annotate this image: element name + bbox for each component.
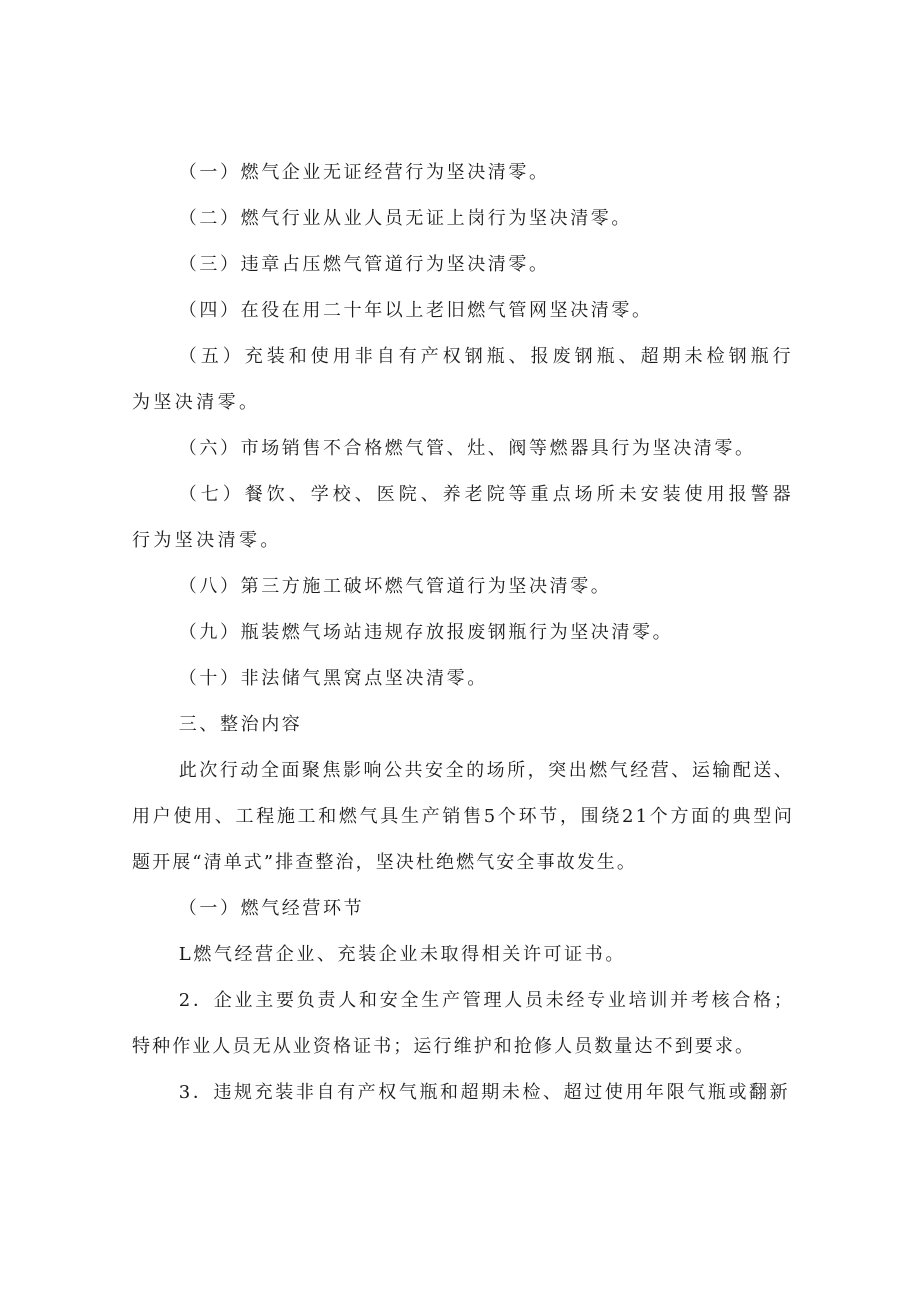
list-item-3: 3．违规充装非自有产权气瓶和超期未检、超过使用年限气瓶或翻新 [178, 1082, 791, 1103]
section-heading: 三、整治内容 [178, 714, 303, 735]
list-item-1: L燃气经营企业、充装企业未取得相关许可证书。 [178, 944, 626, 965]
paragraph-item-7: （七）餐饮、学校、医院、养老院等重点场所未安装使用报警器行为坚决清零。 [132, 484, 794, 551]
paragraph-item-10: （十）非法储气黑窝点坚决清零。 [178, 668, 488, 689]
paragraph-item-4: （四）在役在用二十年以上老旧燃气管网坚决清零。 [178, 300, 653, 321]
list-item-2: 2．企业主要负责人和安全生产管理人员未经专业培训并考核合格；特种作业人员无从业资格证书；运行维护和抢修人员数量达不到要求。 [132, 990, 794, 1057]
paragraph-item-9: （九）瓶装燃气场站违规存放报废钢瓶行为坚决清零。 [178, 622, 674, 643]
paragraph-item-3: （三）违章占压燃气管道行为坚决清零。 [178, 254, 550, 275]
paragraph-item-2: （二）燃气行业从业人员无证上岗行为坚决清零。 [178, 208, 632, 229]
paragraph-item-5: （五）充装和使用非自有产权钢瓶、报废钢瓶、超期未检钢瓶行为坚决清零。 [132, 346, 794, 413]
subsection-heading: （一）燃气经营环节 [178, 898, 365, 919]
document-body [132, 150, 794, 1116]
paragraph-item-6: （六）市场销售不合格燃气管、灶、阀等燃器具行为坚决清零。 [178, 438, 756, 459]
paragraph-item-1: （一）燃气企业无证经营行为坚决清零。 [178, 162, 550, 183]
paragraph-item-8: （八）第三方施工破坏燃气管道行为坚决清零。 [178, 576, 612, 597]
section-intro-paragraph: 此次行动全面聚焦影响公共安全的场所，突出燃气经营、运输配送、用户使用、工程施工和燃气具生产销售5个环节，围绕21个方面的典型问题开展“清单式”排查整治，坚决杜绝燃气安全事故发生。 [132, 760, 794, 873]
